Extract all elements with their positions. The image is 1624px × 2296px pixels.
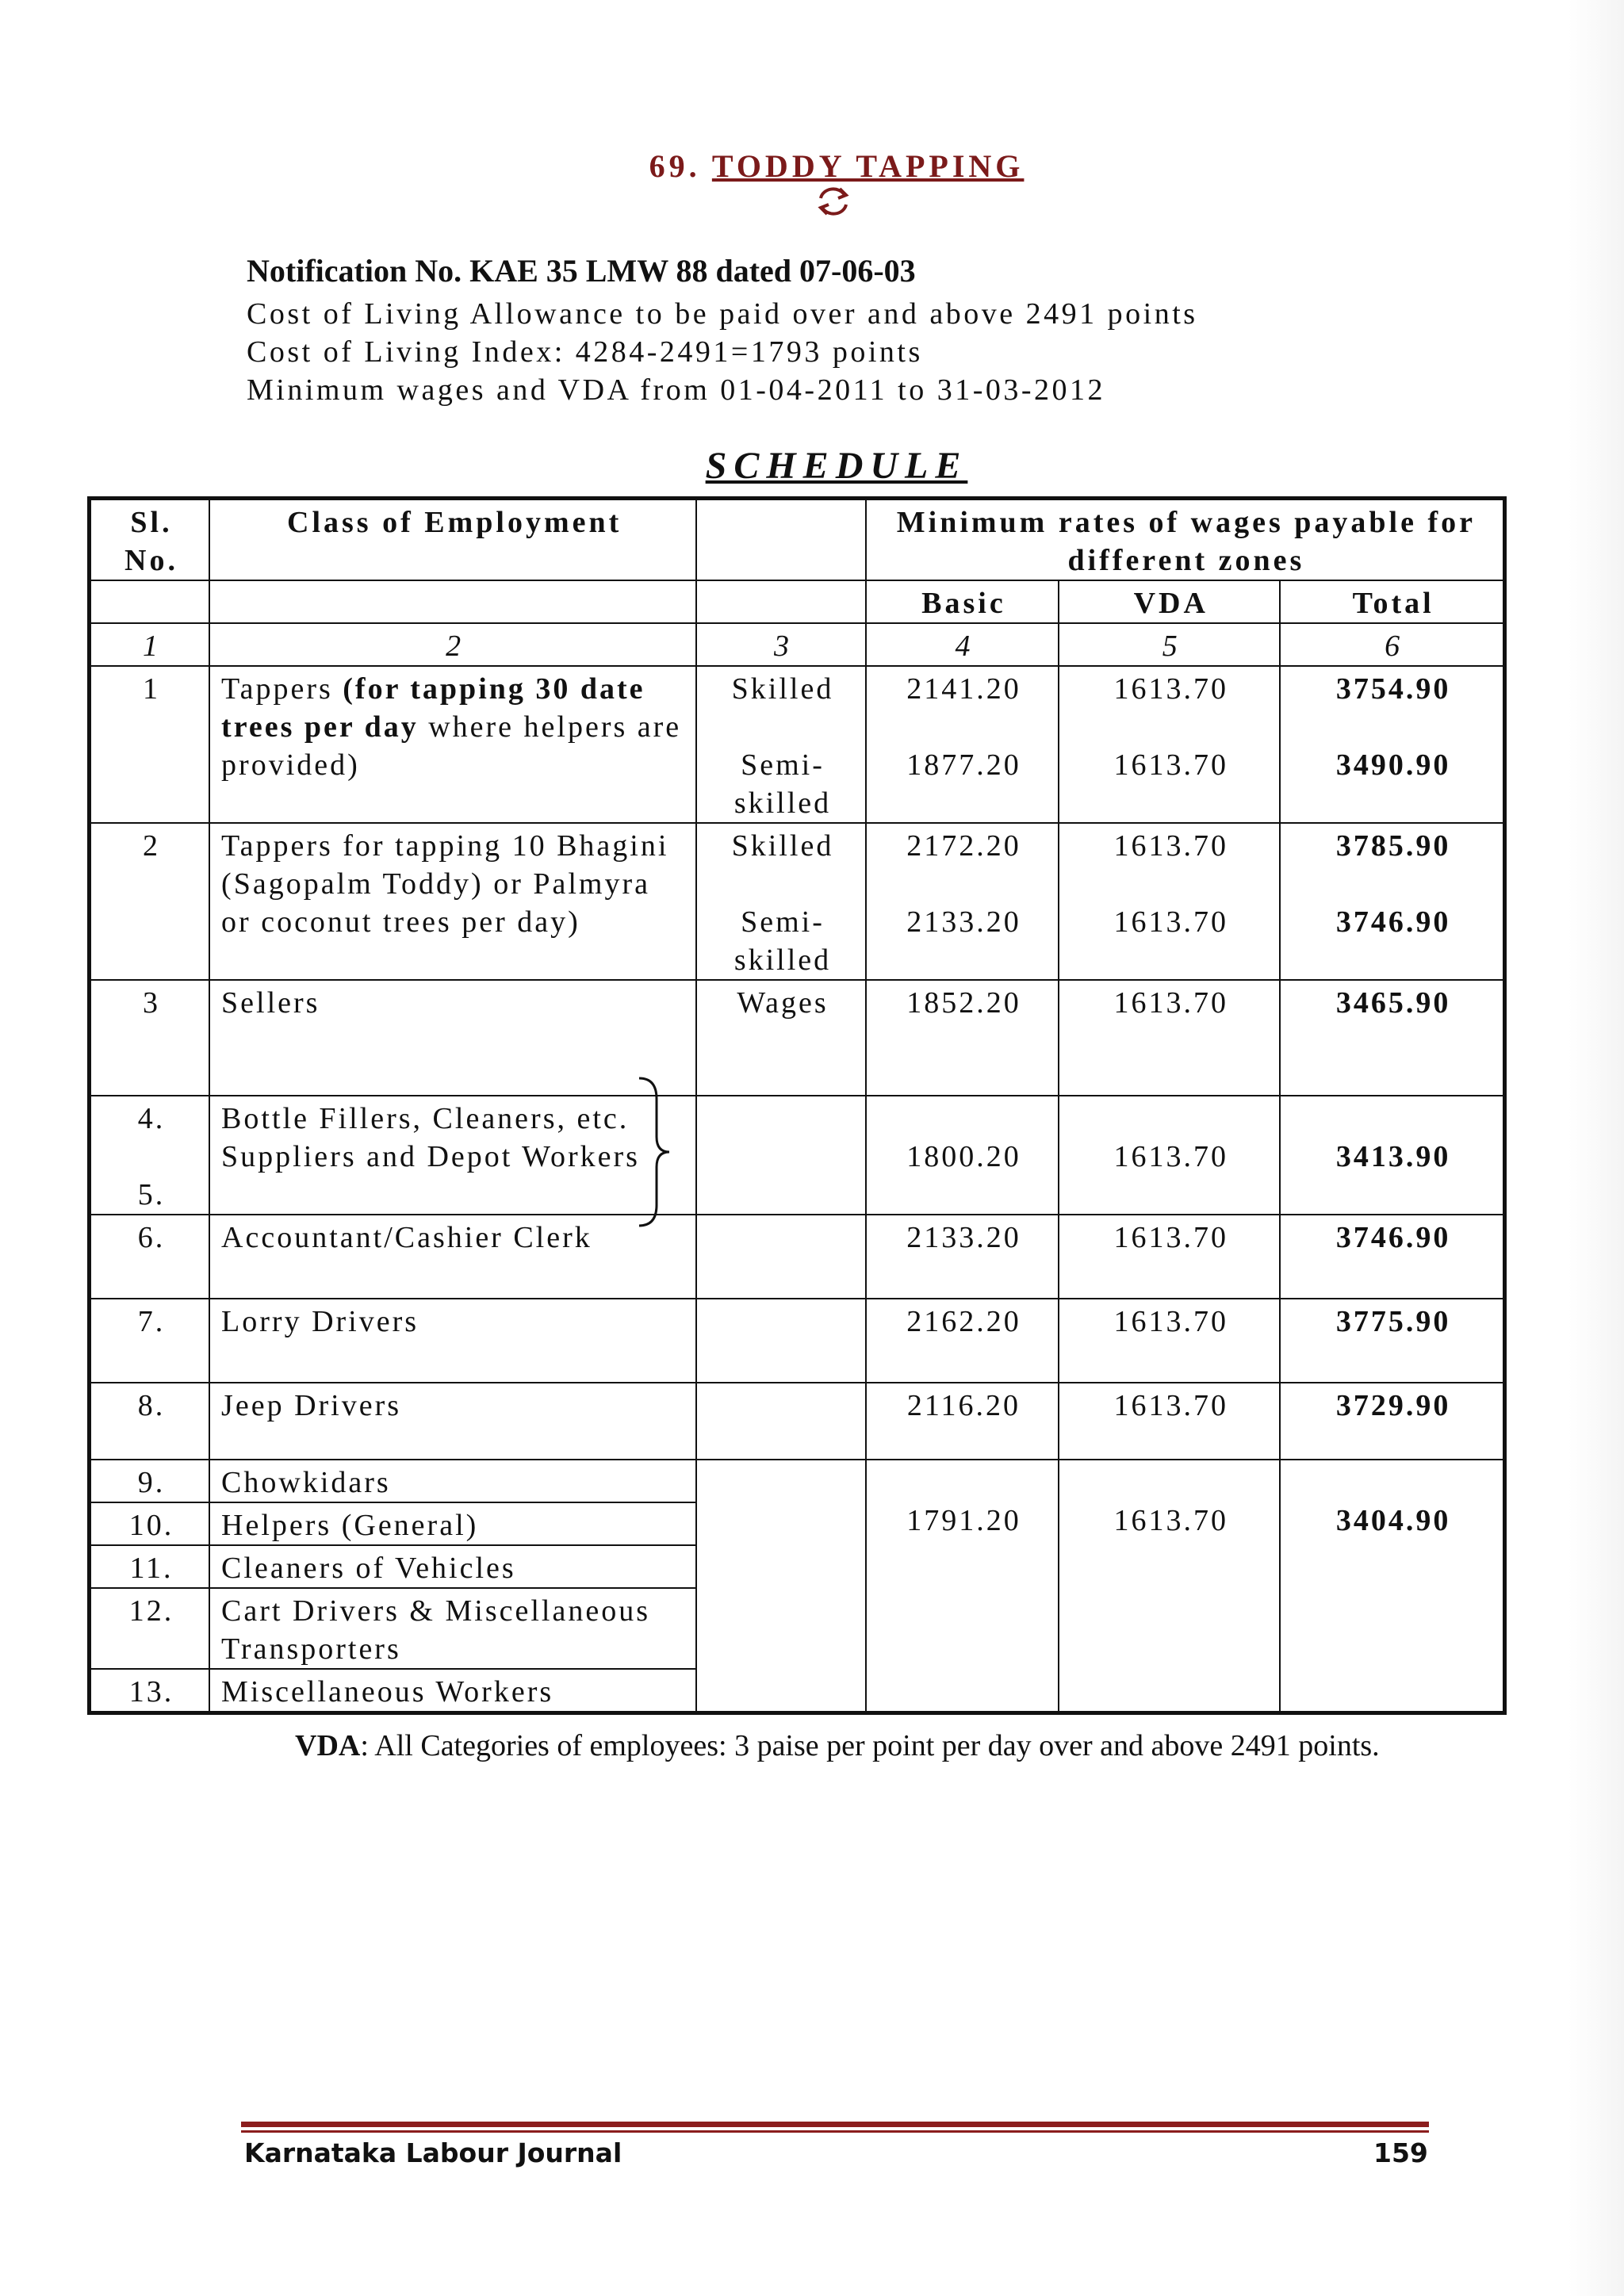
col-num: 4 <box>866 623 1059 666</box>
table-row <box>90 1215 1505 1299</box>
basic-cell: 1791.20 <box>866 1460 1059 1713</box>
subheader-row <box>90 580 1505 623</box>
sl-cell: 3 <box>90 980 210 1096</box>
class-cell: Chowkidars <box>209 1460 696 1502</box>
table-row <box>90 1096 1505 1215</box>
vda-cell: 1613.70 <box>1059 1215 1280 1299</box>
total-cell: 3754.90 3490.90 <box>1280 666 1504 823</box>
header-total: Total <box>1280 580 1504 623</box>
table-row <box>90 666 1505 823</box>
page-edge-shadow <box>1568 0 1624 2296</box>
wage-schedule-table <box>87 496 1507 1715</box>
cola-line: Cost of Living Allowance to be paid over and above 2491 points <box>247 297 1198 331</box>
basic-cell: 2133.20 <box>866 1215 1059 1299</box>
sl-cell: 7. <box>90 1299 210 1383</box>
header-min-rates: Minimum rates of wages payable for different zones <box>866 499 1505 581</box>
sl-cell: 13. <box>90 1669 210 1713</box>
class-cell: Jeep Drivers <box>209 1383 696 1460</box>
col-num: 5 <box>1059 623 1280 666</box>
vda-cell: 1613.70 1613.70 <box>1059 666 1280 823</box>
class-cell: Tappers (for tapping 30 date trees per day where helpers are provided) <box>209 666 696 823</box>
class-cell: Accountant/Cashier Clerk <box>209 1215 696 1299</box>
category-cell <box>696 1383 866 1460</box>
table-row <box>90 1383 1505 1460</box>
col-num: 1 <box>90 623 210 666</box>
basic-cell: 2141.20 1877.20 <box>866 666 1059 823</box>
category-cell <box>696 1215 866 1299</box>
sl-cell: 6. <box>90 1215 210 1299</box>
category-cell: Wages <box>696 980 866 1096</box>
header-row <box>90 499 1505 581</box>
total-cell: 3785.90 3746.90 <box>1280 823 1504 980</box>
sl-cell: 10. <box>90 1502 210 1545</box>
page-number: 159 <box>1373 2137 1428 2168</box>
curly-brace-icon <box>633 1075 672 1229</box>
col-num: 2 <box>209 623 696 666</box>
sl-cell: 1 <box>90 666 210 823</box>
class-cell: Lorry Drivers <box>209 1299 696 1383</box>
vda-cell: 1613.70 <box>1059 1096 1280 1215</box>
sl-cell: 2 <box>90 823 210 980</box>
sl-cell: 9. <box>90 1460 210 1502</box>
recycle-arrows-icon <box>811 179 856 224</box>
class-cell: Helpers (General) <box>209 1502 696 1545</box>
basic-cell: 1852.20 <box>866 980 1059 1096</box>
sl-cell: 4. 5. <box>90 1096 210 1215</box>
section-number: 69. <box>649 148 701 184</box>
footer-rule <box>241 2122 1429 2127</box>
basic-cell: 2162.20 <box>866 1299 1059 1383</box>
class-cell: Tappers for tapping 10 Bhagini (Sagopalm Toddy) or Palmyra or coconut trees per day) <box>209 823 696 980</box>
class-cell: Bottle Fillers, Cleaners, etc. Suppliers and Depot Workers <box>209 1096 696 1215</box>
vda-cell: 1613.70 <box>1059 1383 1280 1460</box>
basic-cell: 2172.20 2133.20 <box>866 823 1059 980</box>
total-cell: 3465.90 <box>1280 980 1504 1096</box>
vda-cell: 1613.70 1613.70 <box>1059 823 1280 980</box>
footer-rule-thin <box>241 2130 1429 2133</box>
table-row <box>90 980 1505 1096</box>
vda-cell: 1613.70 <box>1059 1460 1280 1713</box>
col-num: 6 <box>1280 623 1504 666</box>
class-cell: Cart Drivers & Miscellaneous Transporters <box>209 1588 696 1669</box>
vda-note: VDA: All Categories of employees: 3 paise per point per day over and above 2491 points. <box>295 1729 1380 1762</box>
sl-cell: 12. <box>90 1588 210 1669</box>
total-cell: 3404.90 <box>1280 1460 1504 1713</box>
total-cell: 3413.90 <box>1280 1096 1504 1215</box>
cost-index-line: Cost of Living Index: 4284-2491=1793 points <box>247 335 923 369</box>
sl-cell: 8. <box>90 1383 210 1460</box>
header-empty <box>696 499 866 581</box>
category-cell <box>696 1460 866 1713</box>
table-row <box>90 1299 1505 1383</box>
total-cell: 3746.90 <box>1280 1215 1504 1299</box>
header-vda: VDA <box>1059 580 1280 623</box>
category-cell: Skilled Semi-skilled <box>696 823 866 980</box>
basic-cell: 1800.20 <box>866 1096 1059 1215</box>
category-cell <box>696 1299 866 1383</box>
category-cell: Skilled Semi-skilled <box>696 666 866 823</box>
total-cell: 3775.90 <box>1280 1299 1504 1383</box>
table-row <box>90 1460 1505 1502</box>
journal-name: Karnataka Labour Journal <box>244 2137 622 2168</box>
header-class: Class of Employment <box>209 499 696 581</box>
vda-cell: 1613.70 <box>1059 1299 1280 1383</box>
col-num: 3 <box>696 623 866 666</box>
basic-cell: 2116.20 <box>866 1383 1059 1460</box>
class-cell: Cleaners of Vehicles <box>209 1545 696 1588</box>
schedule-heading: SCHEDULE <box>705 445 968 487</box>
notification-title: Notification No. KAE 35 LMW 88 dated 07-06-03 <box>247 253 916 289</box>
vda-cell: 1613.70 <box>1059 980 1280 1096</box>
class-cell: Miscellaneous Workers <box>209 1669 696 1713</box>
total-cell: 3729.90 <box>1280 1383 1504 1460</box>
sl-cell: 11. <box>90 1545 210 1588</box>
column-number-row <box>90 623 1505 666</box>
header-basic: Basic <box>866 580 1059 623</box>
class-cell: Sellers <box>209 980 696 1096</box>
category-cell <box>696 1096 866 1215</box>
header-sl: Sl. No. <box>90 499 210 581</box>
section-title: TODDY TAPPING <box>711 148 1025 184</box>
table-row <box>90 823 1505 980</box>
period-line: Minimum wages and VDA from 01-04-2011 to 31-03-2012 <box>247 373 1106 407</box>
